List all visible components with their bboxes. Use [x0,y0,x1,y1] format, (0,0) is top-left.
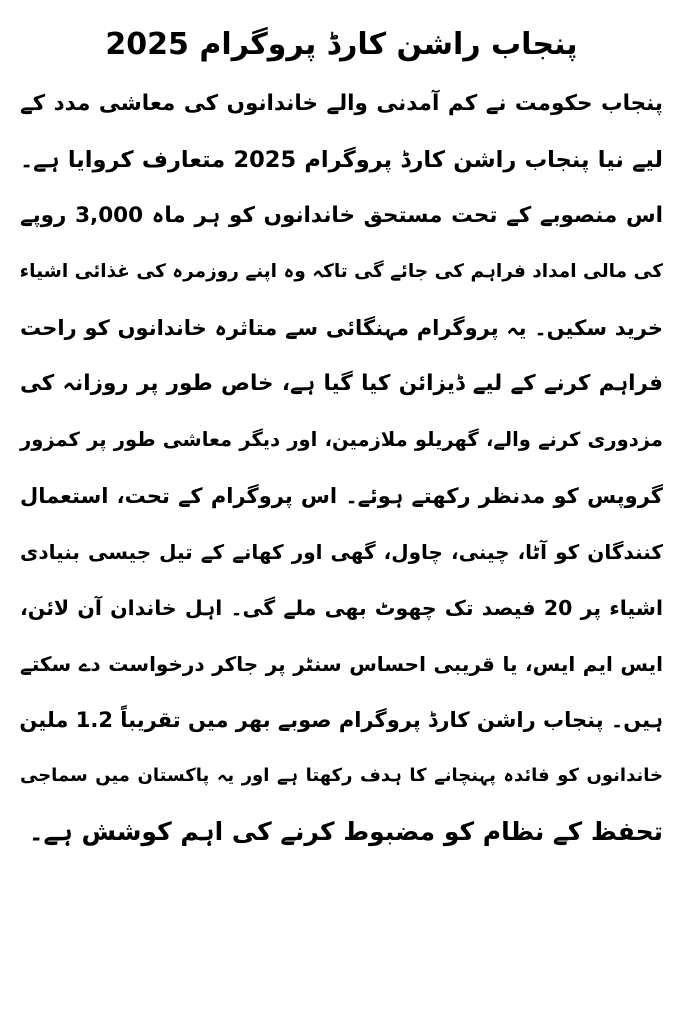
body-line: اشیاء پر 20 فیصد تک چھوٹ بھی ملے گی۔ اہل خاندان آن لائن، [20,596,663,620]
body-line: خاندانوں کو فائدہ پہنچانے کا ہدف رکھتا ہے اور یہ پاکستان میں سماجی [20,765,663,786]
body-line: ایس ایم ایس، یا قریبی احساس سنٹر پر جاکر درخواست دے سکتے [20,652,663,676]
document-body [20,76,663,860]
document-title: پنجاب راشن کارڈ پروگرام 2025 [105,27,578,62]
body-line: مزدوری کرنے والے، گھریلو ملازمین، اور دیگر معاشی طور پر کمزور [20,428,663,451]
body-line: فراہم کرنے کے لیے ڈیزائن کیا گیا ہے، خاص طور پر روزانہ کی [20,371,663,396]
body-line: گروپس کو مدنظر رکھتے ہوئے۔ اس پروگرام کے تحت، استعمال [20,484,663,508]
body-line: خرید سکیں۔ یہ پروگرام مہنگائی سے متاثرہ خاندانوں کو راحت [20,316,663,340]
body-line: کی مالی امداد فراہم کی جائے گی تاکہ وہ اپنے روزمرہ کی غذائی اشیاء [19,261,663,282]
body-line: پنجاب حکومت نے کم آمدنی والے خاندانوں کی معاشی مدد کے [20,91,663,116]
body-line: ہیں۔ پنجاب راشن کارڈ پروگرام صوبے بھر میں تقریباً 1.2 ملین [19,708,663,732]
body-line: کنندگان کو آٹا، چینی، چاول، گھی اور کھانے کے تیل جیسی بنیادی [20,540,663,564]
body-line: اس منصوبے کے تحت مستحق خاندانوں کو ہر ماہ 3,000 روپے [20,203,663,228]
body-line: تحفظ کے نظام کو مضبوط کرنے کی اہم کوشش ہے۔ [28,817,663,846]
body-line: لیے نیا پنجاب راشن کارڈ پروگرام 2025 متعارف کروایا ہے۔ [20,147,663,173]
